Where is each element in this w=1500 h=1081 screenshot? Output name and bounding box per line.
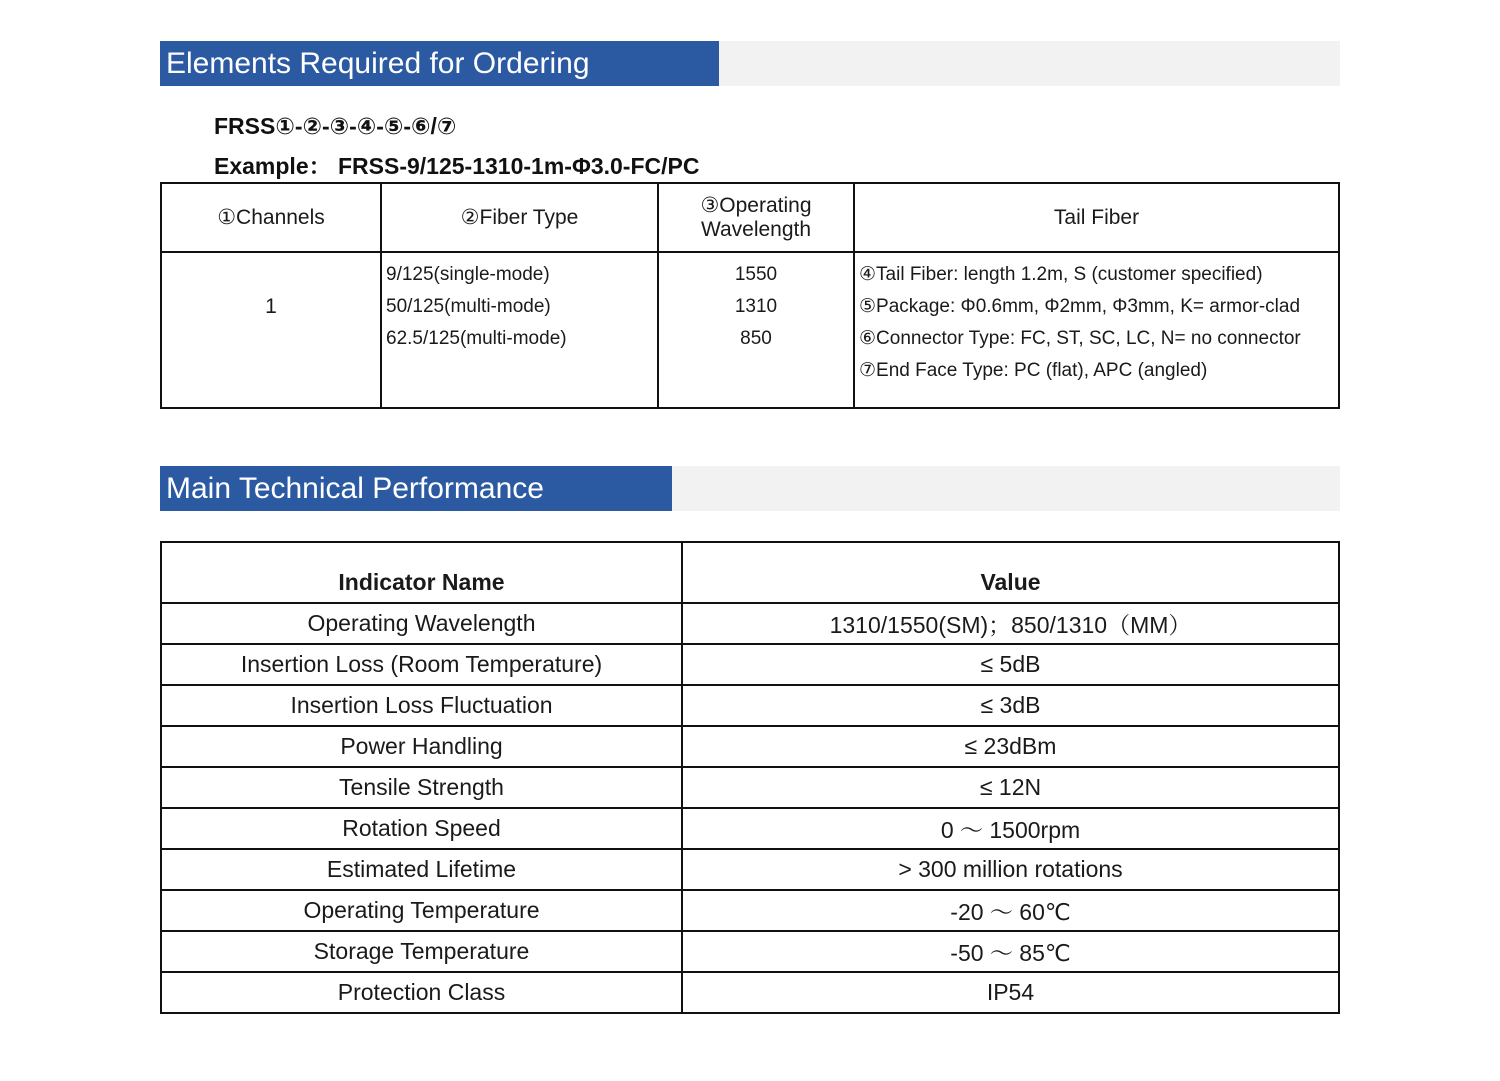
indicator-name: Operating Temperature (161, 890, 682, 931)
indicator-value: ≤ 3dB (682, 685, 1339, 726)
indicator-value: -50 ～ 85℃ (682, 931, 1339, 972)
fiber-type-cell (381, 252, 658, 408)
wavelength-item: 1550 (734, 264, 778, 285)
fiber-type-item: 62.5/125(multi-mode) (386, 328, 567, 349)
indicator-value: > 300 million rotations (682, 849, 1339, 890)
ordering-section-title: Elements Required for Ordering (160, 41, 719, 86)
fiber-type-item: 9/125(single-mode) (386, 264, 550, 285)
table-row (161, 767, 1339, 808)
indicator-value: ≤ 23dBm (682, 726, 1339, 767)
end-face-option: ⑦End Face Type: PC (flat), APC (angled) (859, 360, 1208, 381)
indicator-value: -20 ～ 60℃ (682, 890, 1339, 931)
indicator-name: Rotation Speed (161, 808, 682, 849)
package-option: ⑤Package: Φ0.6mm, Φ2mm, Φ3mm, K= armor-clad (859, 296, 1301, 317)
header-wavelength-line1: ③Operating (700, 194, 812, 217)
indicator-value: 0 ～ 1500rpm (682, 808, 1339, 849)
ordering-section-bar (160, 41, 1340, 86)
indicator-name: Power Handling (161, 726, 682, 767)
indicator-name: Estimated Lifetime (161, 849, 682, 890)
indicator-name: Insertion Loss Fluctuation (161, 685, 682, 726)
connector-option: ⑥Connector Type: FC, ST, SC, LC, N= no connector (859, 328, 1301, 349)
indicator-name: Storage Temperature (161, 931, 682, 972)
table-row (161, 644, 1339, 685)
fiber-type-item: 50/125(multi-mode) (386, 296, 551, 317)
table-row (161, 931, 1339, 972)
header-indicator-name: Indicator Name (161, 542, 682, 603)
table-row (161, 685, 1339, 726)
performance-section-bar (160, 466, 1340, 511)
table-row (161, 808, 1339, 849)
ordering-value-row (161, 252, 1339, 408)
indicator-value: ≤ 5dB (682, 644, 1339, 685)
indicator-name: Tensile Strength (161, 767, 682, 808)
header-wavelength-line2: Wavelength (700, 218, 812, 241)
wavelength-item: 1310 (734, 296, 778, 317)
header-value: Value (682, 542, 1339, 603)
model-code: FRSS①-②-③-④-⑤-⑥/⑦ (214, 113, 457, 139)
table-row (161, 890, 1339, 931)
table-row (161, 603, 1339, 644)
channels-value: 1 (265, 295, 277, 318)
header-tail-fiber: Tail Fiber (854, 183, 1339, 252)
channels-cell (161, 252, 381, 408)
header-wavelength (658, 183, 854, 252)
indicator-name: Protection Class (161, 972, 682, 1013)
performance-table (160, 541, 1340, 1014)
wavelength-cell (658, 252, 854, 408)
performance-section-title: Main Technical Performance (160, 466, 672, 511)
indicator-value: ≤ 12N (682, 767, 1339, 808)
ordering-header-row (161, 183, 1339, 252)
indicator-value: IP54 (682, 972, 1339, 1013)
performance-header-row (161, 542, 1339, 603)
ordering-example: Example： FRSS-9/125-1310-1m-Φ3.0-FC/PC (214, 153, 700, 179)
ordering-table (160, 182, 1340, 409)
tail-fiber-cell (854, 252, 1339, 408)
tail-fiber-option: ④Tail Fiber: length 1.2m, S (customer specified) (859, 264, 1263, 285)
indicator-name: Operating Wavelength (161, 603, 682, 644)
table-row (161, 972, 1339, 1013)
header-channels: ①Channels (161, 183, 381, 252)
table-row (161, 849, 1339, 890)
header-fiber-type: ②Fiber Type (381, 183, 658, 252)
indicator-value: 1310/1550(SM)；850/1310（MM） (682, 603, 1339, 644)
table-row (161, 726, 1339, 767)
wavelength-item: 850 (740, 328, 772, 349)
indicator-name: Insertion Loss (Room Temperature) (161, 644, 682, 685)
